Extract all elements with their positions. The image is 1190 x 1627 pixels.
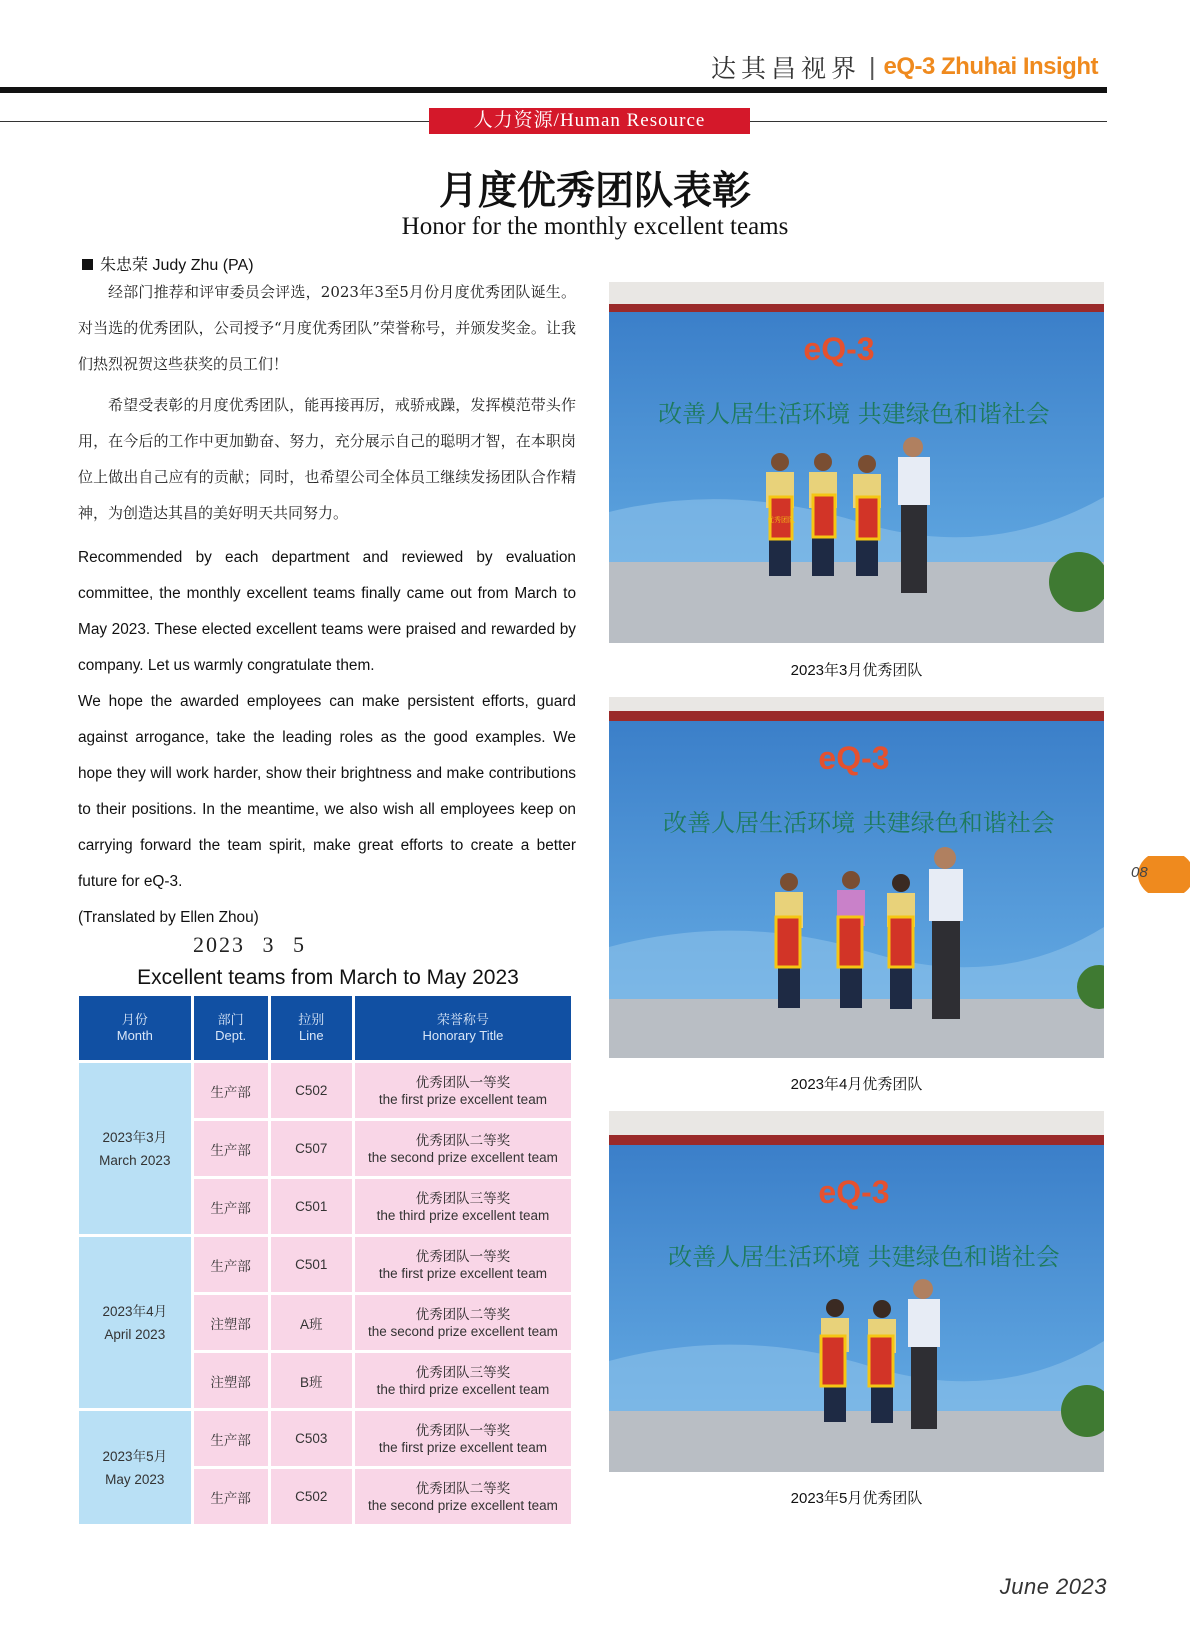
square-bullet-icon bbox=[82, 259, 93, 270]
title-cell: 优秀团队三等奖 the third prize excellent team bbox=[355, 1353, 571, 1408]
pennant bbox=[821, 1336, 845, 1386]
masthead bbox=[711, 50, 1098, 84]
author-byline bbox=[82, 252, 254, 275]
person bbox=[898, 437, 930, 593]
dept-cell: 注塑部 bbox=[194, 1353, 268, 1408]
excellent-teams-table bbox=[76, 993, 574, 1527]
section-label: 人力资源/Human Resource bbox=[429, 108, 750, 134]
line-cell: C502 bbox=[271, 1063, 352, 1118]
title-cell: 优秀团队二等奖 the second prize excellent team bbox=[355, 1121, 571, 1176]
line-cell: C501 bbox=[271, 1179, 352, 1234]
team-photo-march bbox=[609, 282, 1104, 643]
table-header-row bbox=[79, 996, 571, 1060]
team-photo-may bbox=[609, 1111, 1104, 1472]
header-rule-thick bbox=[0, 87, 1107, 93]
photo-illustration bbox=[609, 697, 1104, 1058]
photo-caption-march: 2023年3月优秀团队 bbox=[790, 662, 923, 679]
line-cell: C507 bbox=[271, 1121, 352, 1176]
pennant bbox=[857, 497, 879, 539]
month-cell: 2023年5月 May 2023 bbox=[79, 1411, 191, 1524]
article-title-cn: 月度优秀团队表彰 bbox=[438, 168, 751, 214]
dept-cell: 生产部 bbox=[194, 1411, 268, 1466]
article-title-en: Honor for the monthly excellent teams bbox=[401, 213, 789, 240]
english-text bbox=[78, 540, 576, 936]
paragraph-cn-2: 希望受表彰的月度优秀团队，能再接再厉，戒骄戒躁，发挥模范带头作用，在今后的工作中更加勤奋、努力，充分展示自己的聪明才智，在本职岗位上做出自己应有的贡献；同时，也希望公司全体员工继续发扬团队合作精神，为创造达其昌的美好明天共同努力。 bbox=[78, 396, 576, 522]
paragraph-en-2: We hope the awarded employees can make persistent efforts, guard against arrogance, take the leading roles as the good examples. We hope they will work harder, show their brightness and make contributions to their positions. In the meantime, we also wish all employees keep on carrying forward the team spirit, make great efforts to create a better future for eQ-3. bbox=[78, 693, 576, 890]
magazine-name-en: eQ-3 Zhuhai Insight bbox=[883, 53, 1098, 80]
photo-illustration bbox=[609, 282, 1104, 643]
pennant bbox=[776, 917, 800, 967]
pennant bbox=[813, 495, 835, 537]
page-number: 08 bbox=[1131, 864, 1148, 881]
banner-slogan: 改善人居生活环境 共建绿色和谐社会 bbox=[663, 809, 1055, 837]
author-name: 朱忠荣 Judy Zhu (PA) bbox=[100, 257, 254, 274]
title-cell: 优秀团队二等奖 the second prize excellent team bbox=[355, 1469, 571, 1524]
pennant bbox=[869, 1336, 893, 1386]
photo-illustration bbox=[609, 1111, 1104, 1472]
title-cell: 优秀团队三等奖 the third prize excellent team bbox=[355, 1179, 571, 1234]
table-row bbox=[79, 1063, 571, 1118]
title-cell: 优秀团队一等奖 the first prize excellent team bbox=[355, 1063, 571, 1118]
issue-date: June 2023 bbox=[999, 1574, 1107, 1599]
dept-cell: 生产部 bbox=[194, 1179, 268, 1234]
photo-caption-may: 2023年5月优秀团队 bbox=[790, 1490, 923, 1507]
dept-cell: 生产部 bbox=[194, 1469, 268, 1524]
dept-cell: 注塑部 bbox=[194, 1295, 268, 1350]
team-photo-april bbox=[609, 697, 1104, 1058]
banner-logo: eQ-3 bbox=[803, 331, 875, 367]
table-title-en: Excellent teams from March to May 2023 bbox=[137, 966, 519, 989]
title-cell: 优秀团队二等奖 the second prize excellent team bbox=[355, 1295, 571, 1350]
dept-cell: 生产部 bbox=[194, 1237, 268, 1292]
photo-caption-april: 2023年4月优秀团队 bbox=[790, 1076, 923, 1093]
paragraph-en-1: Recommended by each department and reviewed by evaluation committee, the monthly excellent teams finally came out from March to May 2023. These elected excellent teams were praised and rewarded by company. Let us warmly congratulate them. bbox=[78, 549, 576, 674]
paragraph-cn-1: 经部门推荐和评审委员会评选，2023年3至5月份月度优秀团队诞生。对当选的优秀团队，公司授予“月度优秀团队”荣誉称号，并颁发奖金。让我们热烈祝贺这些获奖的员工们！ bbox=[78, 283, 576, 373]
line-cell: C503 bbox=[271, 1411, 352, 1466]
banner-slogan: 改善人居生活环境 共建绿色和谐社会 bbox=[658, 400, 1050, 428]
dept-cell: 生产部 bbox=[194, 1121, 268, 1176]
line-cell: C501 bbox=[271, 1237, 352, 1292]
magazine-name-cn: 达其昌视界 bbox=[710, 54, 861, 83]
person bbox=[908, 1279, 940, 1429]
dept-cell: 生产部 bbox=[194, 1063, 268, 1118]
person bbox=[929, 847, 963, 1019]
banner-logo: eQ-3 bbox=[818, 1174, 890, 1210]
translator-credit: (Translated by Ellen Zhou) bbox=[78, 909, 259, 926]
line-cell: B班 bbox=[271, 1353, 352, 1408]
masthead-separator: | bbox=[868, 52, 876, 81]
header-dept: 部门 Dept. bbox=[194, 996, 268, 1060]
banner-logo: eQ-3 bbox=[818, 740, 890, 776]
pennant-text: 优秀团队 bbox=[767, 516, 795, 524]
pennant bbox=[889, 917, 913, 967]
header-month: 月份 Month bbox=[79, 996, 191, 1060]
table-row bbox=[79, 1411, 571, 1466]
month-cell: 2023年3月 March 2023 bbox=[79, 1063, 191, 1234]
line-cell: C502 bbox=[271, 1469, 352, 1524]
month-cell: 2023年4月 April 2023 bbox=[79, 1237, 191, 1408]
banner-slogan: 改善人居生活环境 共建绿色和谐社会 bbox=[668, 1243, 1060, 1271]
line-cell: A班 bbox=[271, 1295, 352, 1350]
pennant bbox=[838, 917, 862, 967]
table-title-cn: 2023 3 5 bbox=[193, 932, 306, 957]
title-cell: 优秀团队一等奖 the first prize excellent team bbox=[355, 1411, 571, 1466]
title-cell: 优秀团队一等奖 the first prize excellent team bbox=[355, 1237, 571, 1292]
header-honorary-title: 荣誉称号 Honorary Title bbox=[355, 996, 571, 1060]
table-row bbox=[79, 1237, 571, 1292]
header-line: 拉别 Line bbox=[271, 996, 352, 1060]
